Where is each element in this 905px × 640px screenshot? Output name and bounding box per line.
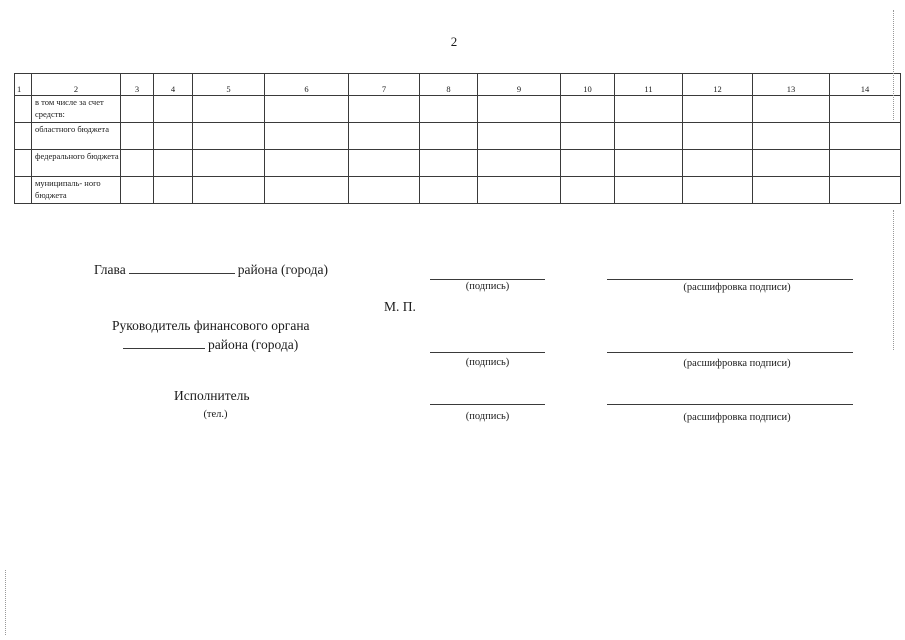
table-cell — [154, 177, 193, 204]
scan-artifact — [893, 10, 895, 120]
table-cell — [478, 150, 561, 177]
table-cell — [561, 150, 615, 177]
row-label: федерального бюджета — [32, 150, 121, 177]
table-cell — [615, 150, 683, 177]
signature-caption: (подпись) — [465, 411, 510, 422]
table-cell — [753, 123, 830, 150]
district-blank — [129, 272, 235, 274]
executor-label: Исполнитель — [174, 388, 250, 403]
table-row — [15, 96, 901, 123]
finance-suffix: района (города) — [208, 337, 299, 352]
table-cell — [193, 123, 265, 150]
table-cell — [753, 150, 830, 177]
table-cell — [753, 177, 830, 204]
table-cell — [121, 150, 154, 177]
phone-label: (тел.) — [203, 409, 228, 420]
table-cell — [683, 123, 753, 150]
table-cell — [349, 96, 420, 123]
table-cell — [154, 96, 193, 123]
column-header: 6 — [265, 74, 349, 96]
signature-caption: (подпись) — [465, 281, 510, 292]
column-header: 14 — [830, 74, 901, 96]
head-suffix: района (города) — [237, 262, 328, 277]
district-blank — [123, 347, 205, 349]
table-cell — [349, 123, 420, 150]
decode-line — [607, 404, 853, 405]
decode-caption: (расшифровка подписи) — [683, 282, 791, 293]
table-cell — [265, 150, 349, 177]
table-header-row — [15, 74, 901, 96]
table-cell — [121, 177, 154, 204]
column-header: 11 — [615, 74, 683, 96]
table-cell — [753, 96, 830, 123]
table-cell — [265, 96, 349, 123]
signature-line — [430, 352, 545, 353]
table-cell — [420, 177, 478, 204]
report-table — [14, 73, 901, 204]
table-cell — [193, 150, 265, 177]
table-cell — [615, 123, 683, 150]
signature-line — [430, 404, 545, 405]
table-cell — [154, 150, 193, 177]
table-cell — [121, 123, 154, 150]
table-cell — [15, 123, 32, 150]
table-cell — [121, 96, 154, 123]
table-cell — [193, 96, 265, 123]
finance-head-title: Руководитель финансового органа — [112, 318, 310, 333]
table-cell — [154, 123, 193, 150]
table-cell — [830, 123, 901, 150]
head-prefix: Глава — [94, 262, 126, 277]
signature-line — [430, 279, 545, 280]
head-title — [94, 262, 328, 278]
table-cell — [561, 177, 615, 204]
table-cell — [15, 177, 32, 204]
table-cell — [349, 177, 420, 204]
table-cell — [615, 177, 683, 204]
table-cell — [478, 96, 561, 123]
stamp-mark: М. П. — [384, 299, 416, 314]
table-cell — [420, 123, 478, 150]
row-label: областного бюджета — [32, 123, 121, 150]
table-cell — [193, 177, 265, 204]
column-header: 3 — [121, 74, 154, 96]
finance-head-district — [123, 337, 298, 353]
column-header: 13 — [753, 74, 830, 96]
table-cell — [615, 96, 683, 123]
table-cell — [478, 177, 561, 204]
table-cell — [265, 123, 349, 150]
table-cell — [830, 177, 901, 204]
table-cell — [15, 96, 32, 123]
table-row — [15, 123, 901, 150]
column-header: 10 — [561, 74, 615, 96]
table-row — [15, 177, 901, 204]
table-cell — [561, 96, 615, 123]
column-header: 2 — [32, 74, 121, 96]
column-header: 9 — [478, 74, 561, 96]
table-cell — [478, 123, 561, 150]
row-label: в том числе за счет средств: — [32, 96, 121, 123]
table-cell — [561, 123, 615, 150]
column-header: 12 — [683, 74, 753, 96]
decode-caption: (расшифровка подписи) — [683, 412, 791, 423]
page-number: 2 — [450, 34, 458, 49]
row-label: муниципаль- ного бюджета — [32, 177, 121, 204]
column-header: 7 — [349, 74, 420, 96]
decode-line — [607, 279, 853, 280]
table-cell — [683, 96, 753, 123]
decode-caption: (расшифровка подписи) — [683, 358, 791, 369]
table-cell — [683, 177, 753, 204]
column-header: 4 — [154, 74, 193, 96]
column-header: 5 — [193, 74, 265, 96]
decode-line — [607, 352, 853, 353]
table-cell — [349, 150, 420, 177]
table-cell — [830, 150, 901, 177]
table-cell — [420, 96, 478, 123]
table-row — [15, 150, 901, 177]
table-cell — [830, 96, 901, 123]
table-cell — [265, 177, 349, 204]
table-cell — [15, 150, 32, 177]
scan-artifact — [5, 570, 7, 635]
table-cell — [683, 150, 753, 177]
column-header: 8 — [420, 74, 478, 96]
table-cell — [420, 150, 478, 177]
scan-artifact — [893, 210, 895, 350]
column-header: 1 — [15, 74, 32, 96]
signature-caption: (подпись) — [465, 357, 510, 368]
